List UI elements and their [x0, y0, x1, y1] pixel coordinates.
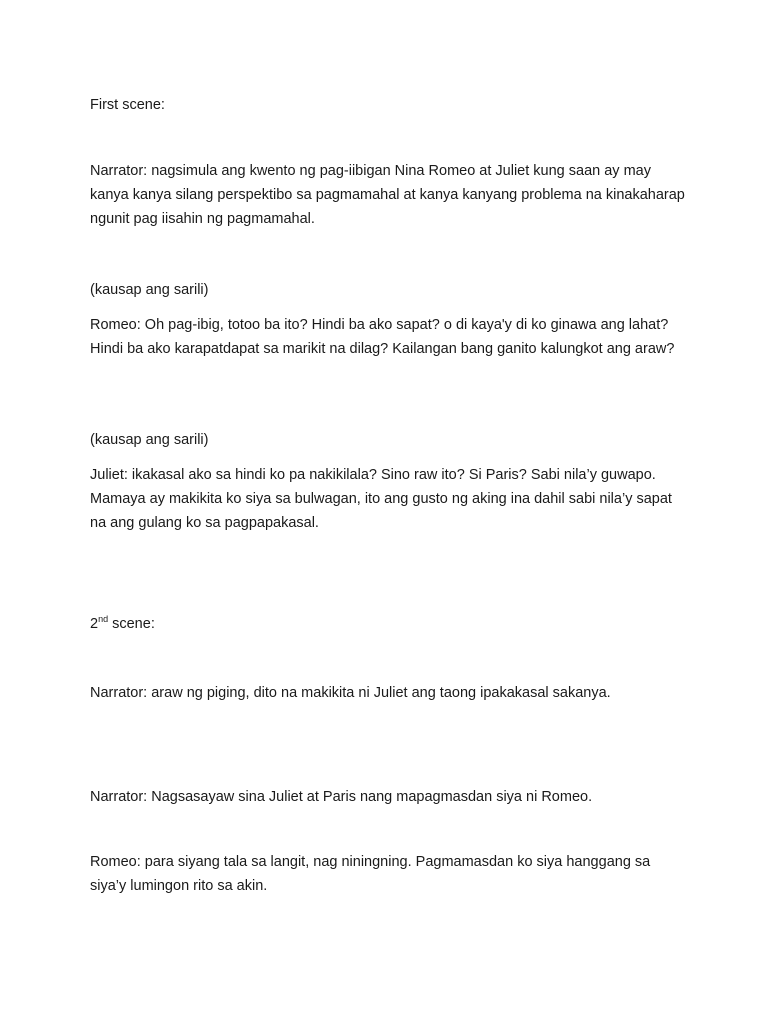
scene-two-label: scene:	[108, 616, 155, 632]
romeo-line-2: Romeo: para siyang tala sa langit, nag niningning. Pagmamasdan ko siya hanggang sa siya’y lumingon rito sa akin.	[90, 854, 651, 894]
stage-direction-1: (kausap ang sarili)	[90, 282, 209, 298]
scene-two-ordinal-suffix: nd	[98, 614, 109, 624]
narrator-line-2: Narrator: araw ng piging, dito na makikita ni Juliet ang taong ipakakasal sakanya.	[90, 685, 611, 701]
juliet-line-1: Juliet: ikakasal ako sa hindi ko pa nakikilala? Sino raw ito? Si Paris? Sabi nila’y guwapo. Mamaya ay makikita ko siya sa bulwagan, ito ang gusto ng aking ina dahil sabi nila’y sapat na ang gulang ko sa pagpapakasal.	[90, 467, 672, 531]
narrator-line-3: Narrator: Nagsasayaw sina Juliet at Paris nang mapagmasdan siya ni Romeo.	[90, 789, 593, 805]
stage-direction-2: (kausap ang sarili)	[90, 432, 209, 448]
romeo-line-1: Romeo: Oh pag-ibig, totoo ba ito? Hindi ba ako sapat? o di kaya'y di ko ginawa ang lahat? Hindi ba ako karapatdapat sa marikit na dilag? Kailangan bang ganito kalungkot ang araw?	[90, 317, 675, 357]
narrator-line-1: Narrator: nagsimula ang kwento ng pag-iibigan Nina Romeo at Juliet kung saan ay may kanya kanya silang perspektibo sa pagmamahal at kanya kanyang problema na kinakaharap ngunit pag iisahin ng pagmamahal.	[90, 163, 685, 227]
scene-two-number: 2	[90, 616, 99, 632]
scene-two-heading	[90, 612, 690, 636]
scene-one-heading: First scene:	[90, 97, 165, 113]
